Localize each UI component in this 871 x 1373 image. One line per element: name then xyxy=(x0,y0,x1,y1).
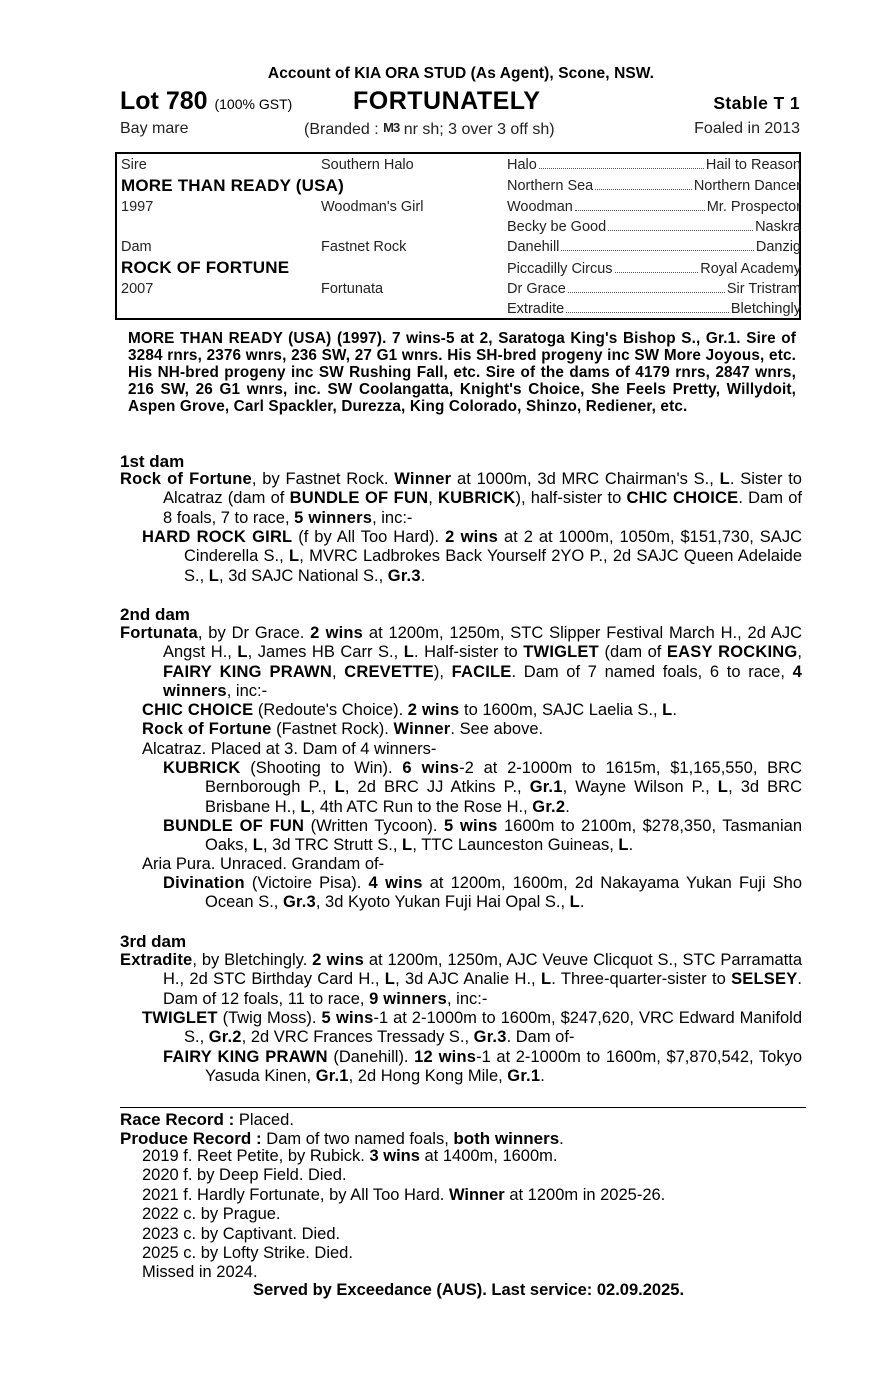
grand-progeny-fairy-king-prawn: FAIRY KING PRAWN (Danehill). 12 wins-1 at 2-1000m to 1600m, $7,870,542, Tokyo Yasuda Kinen, Gr.1, 2d Hong Kong Mile, Gr.1. xyxy=(163,1048,802,1086)
first-dam-progeny: HARD ROCK GIRL (f by All Too Hard). 2 wins at 2 at 1000m, 1050m, $151,730, SAJC Cinderella S., L, MVRC Ladbrokes Back Yourself 2YO P., 2d SAJC Queen Adelaide S., L, 3d SAJC National S., Gr.3. xyxy=(142,528,802,585)
progeny-aria-pura: Aria Pura. Unraced. Grandam of- xyxy=(142,855,385,873)
third-dam-entry: Extradite, by Bletchingly. 2 wins at 1200m, 1250m, AJC Veuve Clicquot S., STC Parramatta H., 2d STC Birthday Card H., L, 3d AJC Analie H., L. Three-quarter-sister to SELSEY. Dam of 12 foals, 11 to race, 9 winners, inc:- xyxy=(120,951,803,1008)
section-divider xyxy=(120,1107,806,1108)
sire-label: Sire xyxy=(121,157,147,173)
ancestor-row: Danehill Danzig xyxy=(507,239,801,255)
foaled-year: Foaled in 2013 xyxy=(694,120,800,137)
sire-summary: MORE THAN READY (USA) (1997). 7 wins-5 at 2, Saratoga King's Bishop S., Gr.1. Sire of 3284 rnrs, 2376 wnrs, 236 SW, 27 G1 wnrs. His SH-bred progeny inc SW More Joyous, etc. His NH-bred progeny inc SW Rushing Fall, etc. Sire of the dams of 4179 rnrs, 2847 wnrs, 216 SW, 26 G1 wnrs, inc. SW Coolangatta, Knight's Choice, She Feels Pretty, Willydoit, Aspen Grove, Carl Spackler, Durezza, King Colorado, Shinzo, Rediener, etc. xyxy=(128,330,796,415)
produce-list xyxy=(142,1147,665,1283)
second-dam-heading: 2nd dam xyxy=(120,605,190,624)
lot-label: Lot 780 xyxy=(120,87,208,115)
produce-item: 2021 f. Hardly Fortunate, by All Too Hard. Winner at 1200m in 2025-26. xyxy=(142,1185,666,1204)
gst-note: (100% GST) xyxy=(214,96,293,112)
ancestor-row: Woodman Mr. Prospector xyxy=(507,199,801,215)
ancestor-row: Extradite Bletchingly xyxy=(507,301,801,317)
produce-item: 2022 c. by Prague. xyxy=(142,1205,281,1224)
produce-item: 2023 c. by Captivant. Died. xyxy=(142,1224,341,1243)
vendor-account: Account of KIA ORA STUD (As Agent), Scone, NSW. xyxy=(267,65,655,82)
produce-item: 2019 f. Reet Petite, by Rubick. 3 wins at 1400m, 1600m. xyxy=(142,1147,558,1165)
produce-item: 2020 f. by Deep Field. Died. xyxy=(142,1166,347,1185)
horse-name: FORTUNATELY xyxy=(353,87,541,115)
race-record: Race Record : Placed. xyxy=(120,1110,294,1129)
first-dam-heading: 1st dam xyxy=(120,452,185,471)
ancestor-row: Becky be Good Naskra xyxy=(507,219,801,235)
third-dam-heading: 3rd dam xyxy=(120,932,187,951)
sire-sire: Southern Halo xyxy=(321,157,414,173)
ancestor-row: Halo Hail to Reason xyxy=(507,157,801,173)
brand-info: (Branded : M3 nr sh; 3 over 3 off sh) xyxy=(304,120,555,138)
dam-name: ROCK OF FORTUNE xyxy=(121,258,290,277)
produce-item: 2025 c. by Lofty Strike. Died. xyxy=(142,1244,353,1263)
second-dam-entry: Fortunata, by Dr Grace. 2 wins at 1200m, 1250m, STC Slipper Festival March H., 2d AJC Angst H., L, James HB Carr S., L. Half-sister to TWIGLET (dam of EASY ROCKING, FAIRY KING PRAWN, CREVETTE), FACILE. Dam of 7 named foals, 6 to race, 4 winners, inc:- xyxy=(120,624,803,701)
lot-number xyxy=(120,87,292,116)
horse-description: Bay mare xyxy=(120,120,189,137)
first-dam-entry: Rock of Fortune, by Fastnet Rock. Winner at 1000m, 3d MRC Chairman's S., L. Sister to Alcatraz (dam of BUNDLE OF FUN, KUBRICK), half-sister to CHIC CHOICE. Dam of 8 foals, 7 to race, 5 winners, inc:- xyxy=(120,470,802,527)
progeny-twiglet: TWIGLET (Twig Moss). 5 wins-1 at 2-1000m to 1600m, $247,620, VRC Edward Manifold S., Gr.2, 2d VRC Frances Tressady S., Gr.3. Dam of- xyxy=(142,1009,802,1047)
produce-item: Missed in 2024. xyxy=(142,1263,258,1282)
grand-progeny-divination: Divination (Victoire Pisa). 4 wins at 1200m, 1600m, 2d Nakayama Yukan Fuji Sho Ocean S., Gr.3, 3d Kyoto Yukan Fuji Hai Opal S., L. xyxy=(163,874,802,912)
dam-label: Dam xyxy=(121,239,152,255)
brand-mark: M3 xyxy=(383,120,400,135)
service-status: Served by Exceedance (AUS). Last service: 02.09.2025. xyxy=(252,1281,685,1299)
dam-year: 2007 xyxy=(121,281,154,297)
sire-dam: Woodman's Girl xyxy=(321,199,424,215)
dam-dam: Fortunata xyxy=(321,281,384,297)
produce-record: Produce Record : Dam of two named foals, both winners. xyxy=(120,1129,564,1148)
ancestor-row: Dr Grace Sir Tristram xyxy=(507,281,801,297)
progeny-chic-choice: CHIC CHOICE (Redoute's Choice). 2 wins to 1600m, SAJC Laelia S., L. xyxy=(142,701,677,719)
sire-year: 1997 xyxy=(121,199,154,215)
progeny-alcatraz: Alcatraz. Placed at 3. Dam of 4 winners- xyxy=(142,740,437,758)
ancestor-row: Piccadilly Circus Royal Academy xyxy=(507,261,801,277)
pedigree-table xyxy=(115,152,801,320)
grand-progeny-kubrick: KUBRICK (Shooting to Win). 6 wins-2 at 2-1000m to 1615m, $1,165,550, BRC Bernborough P., L, 2d BRC JJ Atkins P., Gr.1, Wayne Wilson P., L, 3d BRC Brisbane H., L, 4th ATC Run to the Rose H., Gr.2. xyxy=(163,759,802,816)
sire-name: MORE THAN READY (USA) xyxy=(121,176,345,195)
dam-sire: Fastnet Rock xyxy=(321,239,407,255)
ancestor-row: Northern Sea Northern Dancer xyxy=(507,178,801,194)
progeny-rock-of-fortune: Rock of Fortune (Fastnet Rock). Winner. See above. xyxy=(142,720,544,738)
stable-location: Stable T 1 xyxy=(713,93,800,113)
grand-progeny-bundle-of-fun: BUNDLE OF FUN (Written Tycoon). 5 wins 1600m to 2100m, $278,350, Tasmanian Oaks, L, 3d TRC Strutt S., L, TTC Launceston Guineas, L. xyxy=(163,817,802,855)
